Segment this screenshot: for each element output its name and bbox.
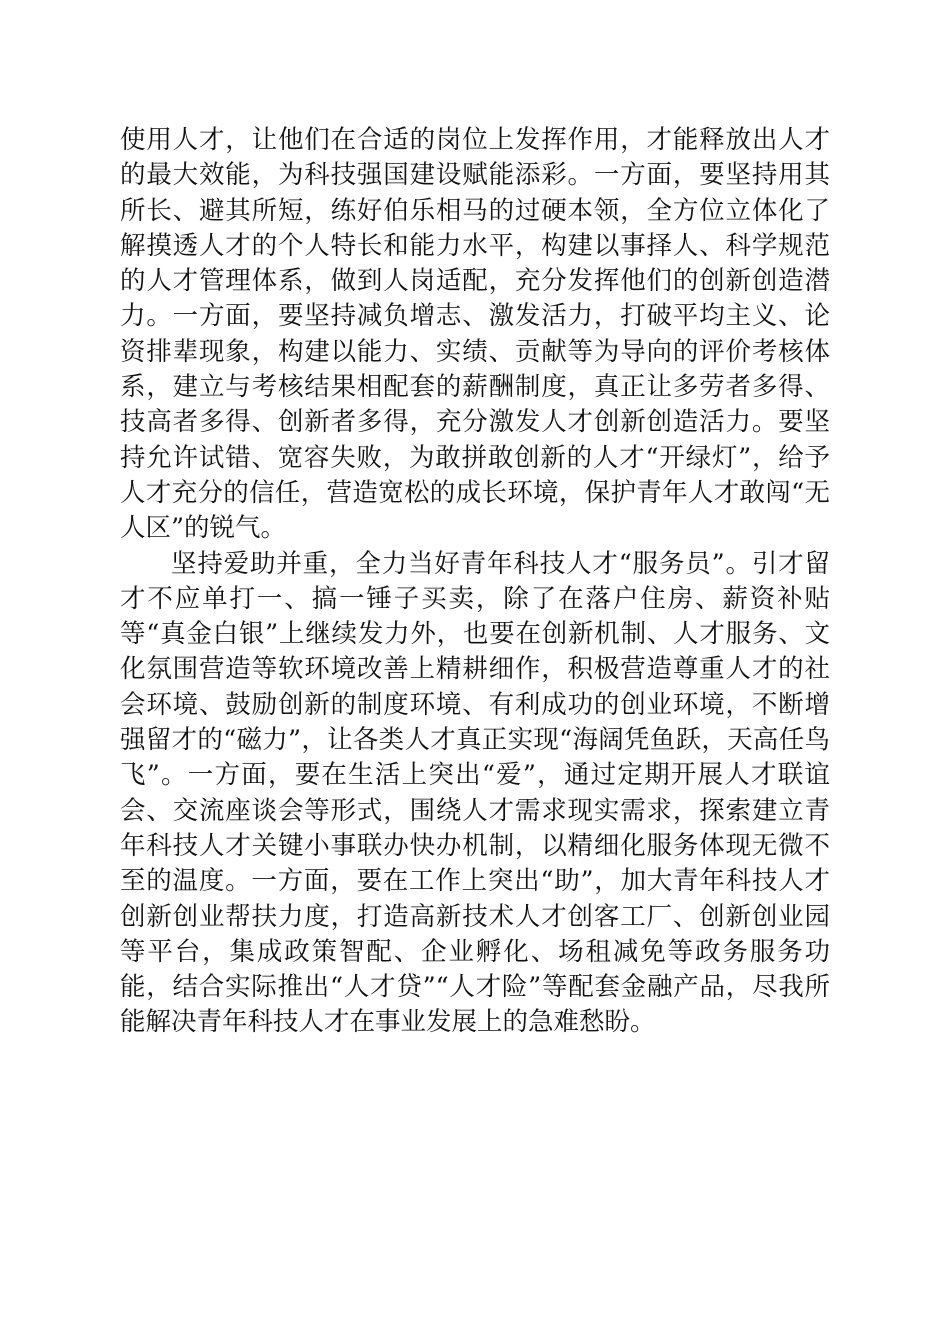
paragraph-talent-usage: 使用人才，让他们在合适的岗位上发挥作用，才能释放出人才的最大效能，为科技强国建设赋能添彩。一方面，要坚持用其所长、避其所短，练好伯乐相马的过硬本领，全方位立体化了解摸透人才的个人特长和能力水平，构建以事择人、科学规范的人才管理体系，做到人岗适配，充分发挥他们的创新创造潜力。一方面，要坚持减负增志、激发活力，打破平均主义、论资排辈现象，构建以能力、实绩、贡献等为导向的评价考核体系，建立与考核结果相配套的薪酬制度，真正让多劳者多得、技高者多得、创新者多得，充分激发人才创新创造活力。要坚持允许试错、宽容失败，为敢拼敢创新的人才“开绿灯”，给予人才充分的信任，营造宽松的成长环境，保护青年人才敢闯“无人区”的锐气。 xyxy=(120,125,830,544)
paragraph-talent-service: 坚持爱助并重，全力当好青年科技人才“服务员”。引才留才不应单打一、搞一锤子买卖，除了在落户住房、薪资补贴等“真金白银”上继续发力外，也要在创新机制、人才服务、文化氛围营造等软环境改善上精耕细作，积极营造尊重人才的社会环境、鼓励创新的制度环境、有利成功的创业环境，不断增强留才的“磁力”，让各类人才真正实现“海阔凭鱼跃，天高任鸟飞”。一方面，要在生活上突出“爱”，通过定期开展人才联谊会、交流座谈会等形式，围绕人才需求现实需求，探索建立青年科技人才关键小事联办快办机制，以精细化服务体现无微不至的温度。一方面，要在工作上突出“助”，加大青年科技人才创新创业帮扶力度，打造高新技术人才创客工厂、创新创业园等平台，集成政策智配、企业孵化、场租减免等政务服务功能，结合实际推出“人才贷”“人才险”等配套金融产品，尽我所能解决青年科技人才在事业发展上的急难愁盼。 xyxy=(120,548,830,1038)
document-body xyxy=(120,123,830,1041)
